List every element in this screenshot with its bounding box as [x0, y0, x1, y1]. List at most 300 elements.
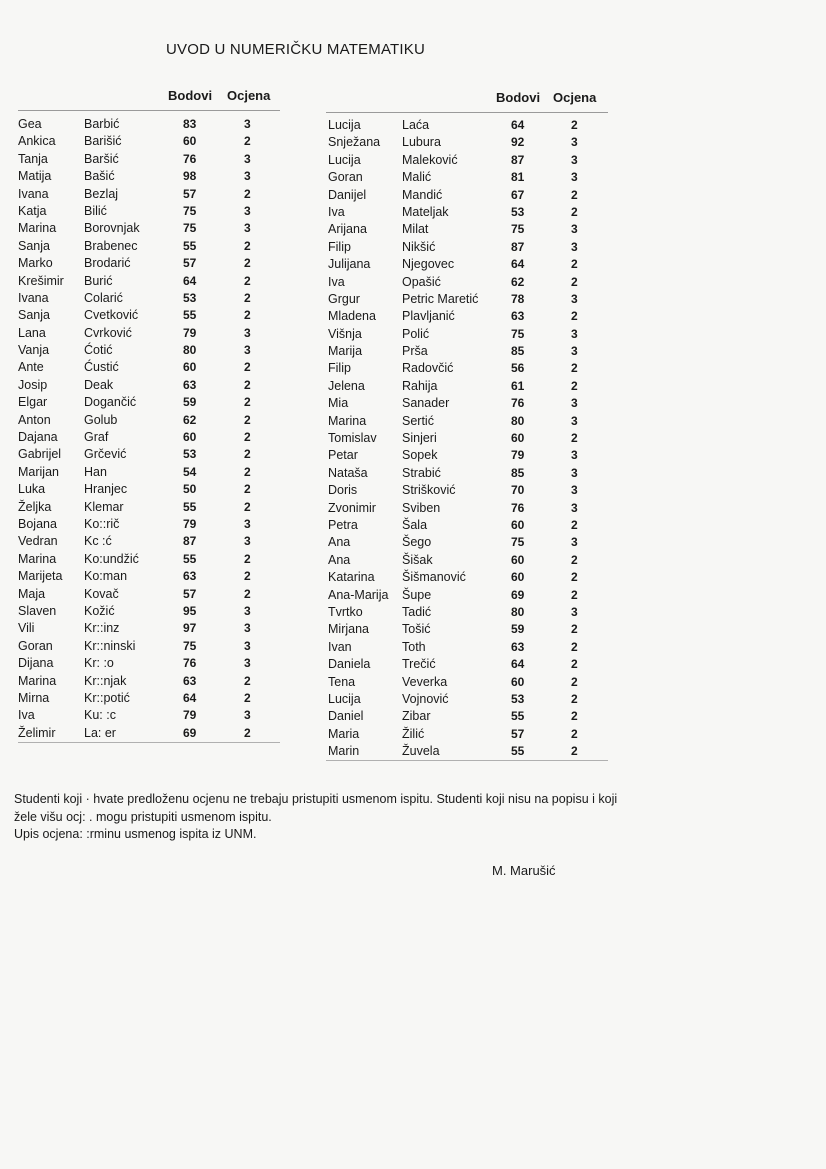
student-row — [18, 307, 280, 324]
student-row — [326, 691, 608, 708]
points-value: 76 — [511, 396, 525, 411]
points-value: 69 — [511, 587, 525, 602]
last-name: Malić — [402, 170, 432, 185]
first-name: Lana — [18, 325, 46, 340]
points-value: 60 — [511, 517, 525, 532]
first-name: Daniel — [328, 709, 364, 724]
first-name: Mirjana — [328, 622, 369, 637]
points-value: 63 — [183, 569, 197, 584]
points-value: 79 — [511, 448, 525, 463]
grade-value: 2 — [571, 587, 578, 602]
student-row — [326, 256, 608, 273]
last-name: Šišmanović — [402, 570, 466, 585]
points-value: 70 — [511, 483, 525, 498]
last-name: Ko:man — [84, 569, 128, 584]
first-name: Zvonimir — [328, 500, 376, 515]
last-name: Veverka — [402, 674, 448, 689]
first-name: Marijeta — [18, 569, 63, 584]
points-value: 59 — [511, 622, 525, 637]
grade-value: 2 — [244, 186, 251, 201]
grade-value: 2 — [244, 308, 251, 323]
points-value: 75 — [183, 638, 197, 653]
last-name: Žilić — [402, 726, 425, 741]
grade-value: 3 — [244, 343, 251, 358]
points-value: 92 — [511, 135, 525, 150]
points-value: 87 — [511, 239, 525, 254]
points-value: 75 — [183, 221, 197, 236]
points-value: 75 — [511, 222, 525, 237]
student-row — [18, 394, 280, 411]
grade-value: 3 — [244, 151, 251, 166]
last-name: Kr::njak — [84, 673, 127, 688]
grade-value: 2 — [571, 570, 578, 585]
first-name: Marina — [18, 221, 57, 236]
first-name: Filip — [328, 361, 351, 376]
last-name: Kc :ć — [84, 534, 112, 549]
last-name: Prša — [402, 344, 428, 359]
first-name: Lucija — [328, 691, 361, 706]
last-name: Borovnjak — [84, 221, 140, 236]
points-value: 64 — [511, 118, 525, 132]
first-name: Ivan — [328, 639, 352, 654]
grade-value: 2 — [244, 569, 251, 584]
grade-value: 3 — [244, 656, 251, 671]
grade-value: 3 — [571, 326, 578, 341]
student-row — [18, 412, 280, 429]
last-name: Han — [84, 464, 107, 479]
grade-header: Ocjena — [553, 90, 597, 105]
student-row — [326, 534, 608, 551]
grade-value: 2 — [244, 395, 251, 410]
grade-value: 2 — [571, 431, 578, 446]
last-name: Opašić — [402, 274, 441, 289]
points-value: 60 — [511, 431, 525, 446]
student-row — [326, 326, 608, 343]
footer-line: Studenti koji · hvate predloženu ocjenu ne trebaju pristupiti usmenom ispitu. Studenti koji nisu na popisu i koji — [14, 792, 618, 806]
student-row — [326, 482, 608, 499]
last-name: Cvrković — [84, 325, 132, 340]
points-value: 63 — [183, 673, 197, 688]
last-name: Žuvela — [402, 744, 440, 759]
grade-value: 2 — [244, 725, 251, 740]
student-row — [326, 500, 608, 517]
grade-value: 3 — [571, 448, 578, 463]
student-row — [326, 308, 608, 325]
points-header: Bodovi — [496, 90, 541, 105]
grade-value: 2 — [571, 691, 578, 706]
student-row — [18, 568, 280, 585]
student-row — [326, 430, 608, 447]
last-name: Šišak — [402, 552, 433, 567]
last-name: Hranjec — [84, 482, 128, 497]
student-row — [18, 586, 280, 603]
last-name: Mandić — [402, 187, 443, 202]
first-name: Tanja — [18, 151, 48, 166]
grade-value: 2 — [244, 273, 251, 288]
last-name: Trečić — [402, 657, 436, 672]
points-value: 75 — [511, 326, 525, 341]
first-name: Jelena — [328, 378, 365, 393]
student-row — [18, 186, 280, 203]
first-name: Marko — [18, 256, 53, 271]
first-name: Lucija — [328, 118, 361, 132]
grade-value: 2 — [571, 552, 578, 567]
points-value: 62 — [183, 412, 197, 427]
grade-value: 3 — [571, 222, 578, 237]
grade-value: 2 — [244, 464, 251, 479]
last-name: Bilić — [84, 203, 107, 218]
grades-table-right — [326, 90, 608, 761]
first-name: Mia — [328, 396, 349, 411]
last-name: Rahija — [402, 378, 438, 393]
last-name: Petric Maretić — [402, 291, 479, 306]
points-value: 57 — [183, 256, 197, 271]
last-name: Sanader — [402, 396, 450, 411]
student-row — [18, 499, 280, 516]
student-row — [326, 291, 608, 308]
student-row — [18, 151, 280, 168]
grade-value: 2 — [571, 744, 578, 759]
student-row — [18, 446, 280, 463]
points-value: 56 — [511, 361, 525, 376]
first-name: Ankica — [18, 134, 56, 149]
grade-value: 3 — [244, 603, 251, 618]
last-name: Ko:undžić — [84, 551, 139, 566]
student-row — [326, 656, 608, 673]
points-value: 95 — [183, 603, 197, 618]
grade-value: 3 — [571, 170, 578, 185]
points-value: 53 — [511, 204, 525, 219]
first-name: Dajana — [18, 430, 58, 445]
grade-value: 2 — [244, 551, 251, 566]
grade-value: 3 — [571, 135, 578, 150]
points-header: Bodovi — [168, 88, 213, 103]
points-value: 60 — [511, 570, 525, 585]
points-value: 53 — [511, 691, 525, 706]
first-name: Marina — [18, 673, 57, 688]
grade-value: 2 — [571, 118, 578, 132]
student-row — [326, 117, 608, 134]
student-row — [326, 447, 608, 464]
points-value: 69 — [183, 725, 197, 740]
first-name: Mladena — [328, 309, 376, 324]
points-value: 83 — [183, 117, 197, 131]
points-value: 60 — [183, 430, 197, 445]
last-name: Njegovec — [402, 257, 455, 272]
student-row — [326, 726, 608, 743]
first-name: Vili — [18, 621, 35, 636]
grade-value: 2 — [244, 377, 251, 392]
first-name: Filip — [328, 239, 351, 254]
points-value: 76 — [183, 151, 197, 166]
first-name: Anton — [18, 412, 51, 427]
student-row — [18, 481, 280, 498]
grade-value: 3 — [244, 708, 251, 723]
student-row — [18, 290, 280, 307]
grade-value: 2 — [244, 134, 251, 149]
first-name: Tvrtko — [328, 604, 363, 619]
grade-value: 2 — [571, 639, 578, 654]
grade-value: 2 — [244, 290, 251, 305]
last-name: Kr::potić — [84, 690, 130, 705]
student-row — [326, 743, 608, 760]
first-name: Iva — [328, 204, 345, 219]
points-value: 60 — [511, 674, 525, 689]
last-name: Grčević — [84, 447, 127, 462]
grade-value: 3 — [244, 534, 251, 549]
first-name: Sanja — [18, 308, 50, 323]
first-name: Iva — [18, 708, 35, 723]
grade-value: 3 — [244, 621, 251, 636]
first-name: Katarina — [328, 570, 375, 585]
last-name: Bezlaj — [84, 186, 119, 201]
student-row — [18, 359, 280, 376]
first-name: Nataša — [328, 465, 368, 480]
first-name: Iva — [328, 274, 345, 289]
student-row — [326, 552, 608, 569]
points-value: 87 — [511, 152, 525, 167]
first-name: Tomislav — [328, 431, 377, 446]
last-name: Kožić — [84, 603, 115, 618]
last-name: Kr::ninski — [84, 638, 136, 653]
points-value: 50 — [183, 482, 197, 497]
last-name: La: er — [84, 725, 116, 740]
first-name: Katja — [18, 203, 47, 218]
grade-value: 2 — [571, 361, 578, 376]
grade-value: 3 — [571, 396, 578, 411]
first-name: Maria — [328, 726, 360, 741]
last-name: Bašić — [84, 169, 115, 184]
student-row — [326, 152, 608, 169]
grade-value: 2 — [571, 378, 578, 393]
grade-value: 2 — [571, 204, 578, 219]
last-name: Zibar — [402, 709, 431, 724]
grade-value: 3 — [571, 152, 578, 167]
points-value: 75 — [183, 203, 197, 218]
last-name: Plavljanić — [402, 309, 455, 324]
grade-value: 2 — [244, 499, 251, 514]
first-name: Daniela — [328, 657, 371, 672]
points-value: 55 — [183, 238, 197, 253]
points-value: 53 — [183, 290, 197, 305]
student-row — [326, 395, 608, 412]
last-name: Graf — [84, 430, 109, 445]
signature: M. Marušić — [492, 863, 556, 878]
first-name: Sanja — [18, 238, 50, 253]
points-value: 98 — [183, 169, 197, 184]
last-name: Cvetković — [84, 308, 139, 323]
points-value: 79 — [183, 708, 197, 723]
student-row — [326, 221, 608, 238]
first-name: Ana — [328, 535, 351, 550]
student-row — [18, 673, 280, 690]
student-row — [18, 238, 280, 255]
first-name: Goran — [328, 170, 363, 185]
grade-value: 2 — [571, 726, 578, 741]
grade-value: 3 — [571, 413, 578, 428]
student-row — [326, 604, 608, 621]
first-name: Ana-Marija — [328, 587, 389, 602]
points-value: 80 — [511, 604, 525, 619]
points-value: 80 — [183, 343, 197, 358]
grade-value: 2 — [244, 690, 251, 705]
last-name: Kr::inz — [84, 621, 120, 636]
first-name: Petra — [328, 517, 358, 532]
grade-value: 3 — [244, 169, 251, 184]
footer-line: Upis ocjena: :rminu usmenog ispita iz UNM. — [14, 827, 257, 841]
first-name: Marija — [328, 344, 363, 359]
grade-value: 3 — [244, 221, 251, 236]
student-row — [18, 273, 280, 290]
student-row — [18, 255, 280, 272]
points-value: 79 — [183, 516, 197, 531]
student-row — [326, 169, 608, 186]
student-row — [18, 707, 280, 724]
points-value: 63 — [511, 639, 525, 654]
first-name: Ivana — [18, 290, 49, 305]
points-value: 55 — [183, 499, 197, 514]
last-name: Barišić — [84, 134, 122, 149]
student-row — [18, 533, 280, 550]
first-name: Želimir — [18, 725, 56, 740]
points-value: 60 — [511, 552, 525, 567]
points-value: 64 — [183, 690, 197, 705]
points-value: 97 — [183, 621, 197, 636]
first-name: Julijana — [328, 257, 371, 272]
last-name: Šego — [402, 535, 432, 550]
first-name: Snježana — [328, 135, 381, 150]
student-row — [326, 639, 608, 656]
first-name: Dijana — [18, 656, 54, 671]
points-value: 53 — [183, 447, 197, 462]
grade-value: 3 — [571, 239, 578, 254]
first-name: Goran — [18, 638, 53, 653]
last-name: Brodarić — [84, 256, 131, 271]
grade-value: 3 — [244, 325, 251, 340]
points-value: 55 — [511, 709, 525, 724]
first-name: Matija — [18, 169, 52, 184]
points-value: 60 — [183, 360, 197, 375]
grade-value: 2 — [571, 274, 578, 289]
student-row — [326, 204, 608, 221]
student-row — [18, 603, 280, 620]
last-name: Klemar — [84, 499, 124, 514]
student-row — [18, 516, 280, 533]
first-name: Danijel — [328, 187, 367, 202]
points-value: 79 — [183, 325, 197, 340]
grade-value: 2 — [244, 412, 251, 427]
last-name: Sviben — [402, 500, 441, 515]
last-name: Milat — [402, 222, 429, 237]
last-name: Tadić — [402, 604, 432, 619]
points-value: 60 — [183, 134, 197, 149]
grade-value: 2 — [244, 586, 251, 601]
student-row — [18, 725, 280, 742]
last-name: Nikšić — [402, 239, 436, 254]
first-name: Vanja — [18, 343, 50, 358]
student-row — [18, 620, 280, 637]
student-row — [18, 655, 280, 672]
last-name: Vojnović — [402, 691, 449, 706]
points-value: 54 — [183, 464, 197, 479]
points-value: 64 — [183, 273, 197, 288]
grades-table-left — [18, 88, 280, 743]
last-name: Polić — [402, 326, 430, 341]
grade-value: 2 — [244, 482, 251, 497]
student-row — [326, 674, 608, 691]
last-name: Brabenec — [84, 238, 138, 253]
grade-value: 2 — [571, 257, 578, 272]
last-name: Laća — [402, 118, 430, 132]
points-value: 55 — [183, 551, 197, 566]
last-name: Deak — [84, 377, 114, 392]
last-name: Maleković — [402, 152, 458, 167]
student-row — [326, 587, 608, 604]
last-name: Šala — [402, 517, 428, 532]
first-name: Arijana — [328, 222, 367, 237]
last-name: Strišković — [402, 483, 456, 498]
last-name: Baršić — [84, 151, 119, 166]
points-value: 87 — [183, 534, 197, 549]
student-row — [18, 377, 280, 394]
grade-value: 3 — [571, 535, 578, 550]
last-name: Dogančić — [84, 395, 137, 410]
points-value: 63 — [183, 377, 197, 392]
last-name: Šupe — [402, 587, 432, 602]
points-value: 57 — [511, 726, 525, 741]
student-row — [326, 378, 608, 395]
grade-value: 2 — [571, 674, 578, 689]
last-name: Ćustić — [84, 360, 119, 375]
grade-value: 2 — [571, 309, 578, 324]
last-name: Tošić — [402, 622, 431, 637]
student-row — [326, 274, 608, 291]
student-row — [18, 220, 280, 237]
points-value: 76 — [183, 656, 197, 671]
points-value: 75 — [511, 535, 525, 550]
grade-value: 2 — [571, 622, 578, 637]
points-value: 67 — [511, 187, 525, 202]
grade-value: 3 — [244, 203, 251, 218]
points-value: 85 — [511, 344, 525, 359]
student-rows-left — [18, 111, 280, 743]
first-name: Marijan — [18, 464, 59, 479]
first-name: Vedran — [18, 534, 58, 549]
last-name: Toth — [402, 639, 426, 654]
grade-value: 3 — [571, 500, 578, 515]
last-name: Ko::rič — [84, 516, 120, 531]
last-name: Kr: :o — [84, 656, 114, 671]
last-name: Lubura — [402, 135, 441, 150]
grade-value: 2 — [571, 517, 578, 532]
grade-value: 2 — [244, 430, 251, 445]
last-name: Barbić — [84, 117, 120, 131]
table-header-right — [326, 90, 608, 113]
student-row — [326, 187, 608, 204]
points-value: 64 — [511, 257, 525, 272]
student-row — [18, 690, 280, 707]
student-row — [18, 429, 280, 446]
student-row — [326, 708, 608, 725]
last-name: Kovač — [84, 586, 119, 601]
points-value: 81 — [511, 170, 525, 185]
first-name: Marin — [328, 744, 360, 759]
grade-value: 3 — [571, 483, 578, 498]
points-value: 61 — [511, 378, 525, 393]
last-name: Colarić — [84, 290, 123, 305]
student-row — [326, 360, 608, 377]
grade-value: 3 — [571, 291, 578, 306]
